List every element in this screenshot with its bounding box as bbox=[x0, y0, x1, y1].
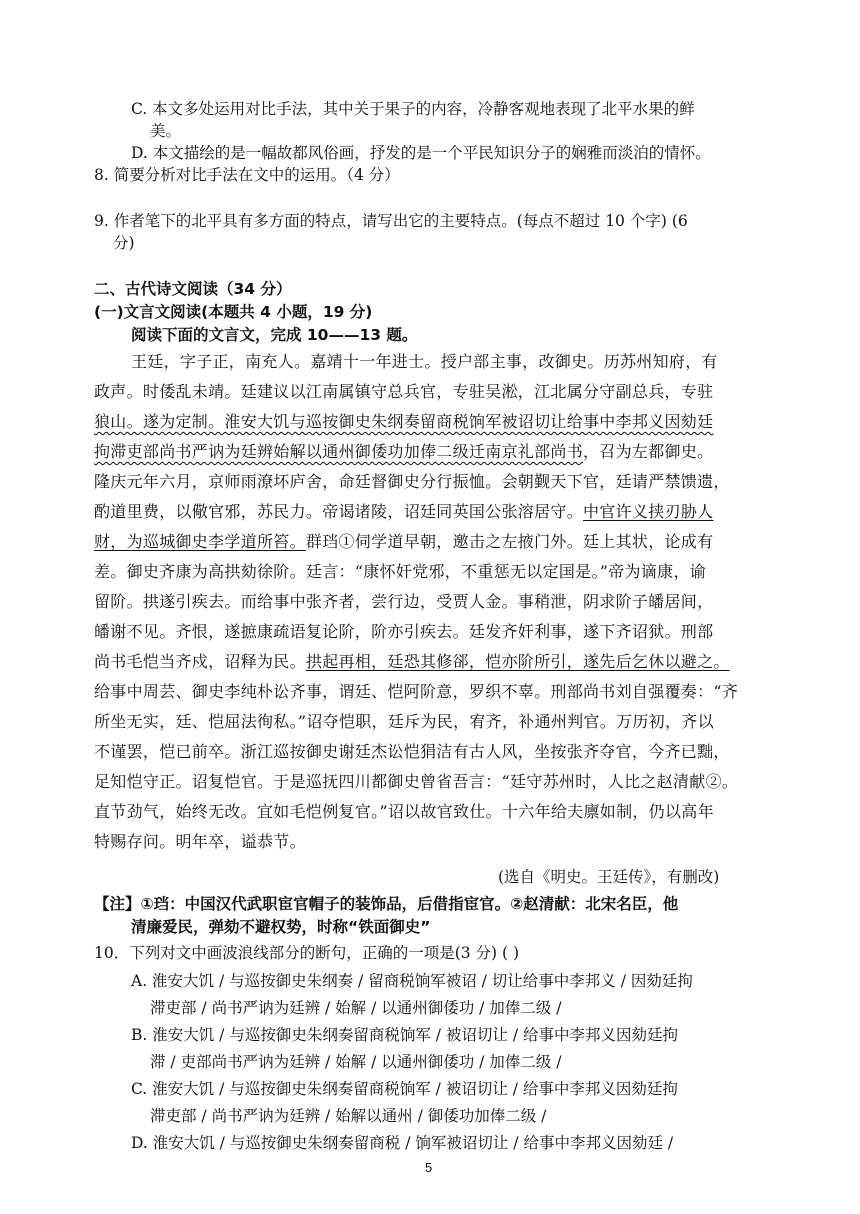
passage-line-17: 特赐存问。明年卒，谥恭节。 bbox=[94, 832, 306, 851]
q10-option-b-line2: 滞 / 吏部尚书严讷为廷辨 / 始解 / 以通州御倭功 / 加俸二级 / bbox=[150, 1053, 562, 1071]
passage-text: 群珰①伺学道早朝，邀击之左掖门外。廷上其状，论成有 bbox=[305, 532, 714, 551]
q10-option-b-line1: B. 淮安大饥 / 与巡按御史朱纲奏留商税饷军 / 被诏切让 / 给事中李邦义因劾廷拘 bbox=[131, 1026, 678, 1044]
q10-option-a-line2: 滞吏部 / 尚书严讷为廷辨 / 始解 / 以通州御倭功 / 加俸二级 / bbox=[150, 999, 562, 1017]
question-8: 8. 简要分析对比手法在文中的运用。（4 分） bbox=[94, 166, 400, 184]
passage-line-3 bbox=[94, 411, 713, 433]
option-c-line2: 美。 bbox=[150, 122, 182, 140]
wavy-underline-segment: 拘滞吏部尚书严讷为廷辨始解以通州御倭功加俸二级迁南京礼部尚书 bbox=[94, 442, 584, 461]
q10-option-a-line1: A. 淮安大饥 / 与巡按御史朱纲奏 / 留商税饷军被诏 / 切让给事中李邦义 / 因劾廷拘 bbox=[131, 972, 693, 990]
wavy-underline-segment: 狼山。遂为定制。淮安大饥与巡按御史朱纲奏留商税饷军被诏切让给事中李邦义因劾廷 bbox=[94, 412, 714, 431]
underlined-sentence: 拱起再相，廷恐其修郤，恺亦阶所引，遂先后乞休以避之。 bbox=[305, 652, 730, 671]
passage-line-11 bbox=[94, 651, 730, 673]
passage-line-13: 所坐无实，廷、恺屈法徇私。”诏夺恺职，廷斥为民，宥齐，补通州判官。万历初，齐以 bbox=[94, 712, 714, 731]
passage-line-5: 隆庆元年六月，京师雨潦坏庐舍，命廷督御史分行振恤。会朝觐天下官，廷请严禁馈遗， bbox=[94, 472, 730, 491]
option-d-line: D. 本文描绘的是一幅故都风俗画，抒发的是一个平民知识分子的娴雅而淡泊的情怀。 bbox=[131, 144, 711, 162]
section-subtitle: (一)文言文阅读(本题共 4 小题，19 分) bbox=[94, 303, 373, 321]
passage-line-12: 给事中周芸、御史李纯朴讼齐事，谓廷、恺阿阶意，罗织不辜。刑部尚书刘自强覆奏：“齐 bbox=[94, 682, 739, 701]
passage-line-16: 直节劲气，始终无改。宜如毛恺例复官。”诏以故官致仕。十六年给夫廪如制，仍以高年 bbox=[94, 802, 714, 821]
passage-line-15: 足知恺守正。诏复恺官。于是巡抚四川都御史曾省吾言：“廷守苏州时，人比之赵清献②。 bbox=[94, 772, 739, 791]
section-title: 二、古代诗文阅读（34 分） bbox=[94, 280, 292, 298]
passage-line-4 bbox=[94, 441, 713, 463]
passage-line-14: 不谨罢，恺已前卒。浙江巡按御史谢廷杰讼恺狷洁有古人风，坐按张齐夺官，今齐已黜， bbox=[94, 742, 730, 761]
passage-line-8: 差。御史齐康为高拱劾徐阶。廷言：“康怀奸党邪，不重惩无以定国是。”帝为谪康，谕 bbox=[94, 562, 707, 581]
passage-text: ，召为左都御史。 bbox=[583, 442, 714, 461]
passage-line-2: 政声。时倭乱未靖。廷建议以江南属镇守总兵官，专驻吴淞，江北属分守副总兵，专驻 bbox=[94, 382, 714, 401]
question-9-line1: 9. 作者笔下的北平具有多方面的特点，请写出它的主要特点。(每点不超过 10 个字) (6 bbox=[94, 212, 688, 230]
q10-option-d-line1: D. 淮安大饥 / 与巡按御史朱纲奏留商税 / 饷军被诏切让 / 给事中李邦义因劾廷 / bbox=[131, 1134, 674, 1152]
option-c-line1: C. 本文多处运用对比手法，其中关于果子的内容，冷静客观地表现了北平水果的鲜 bbox=[131, 100, 695, 118]
passage-line-6 bbox=[94, 501, 713, 523]
passage-text: 尚书毛恺当齐戍，诏释为民。 bbox=[94, 652, 306, 671]
page-number: 5 bbox=[425, 1160, 433, 1175]
note-line-2: 清廉爱民，弹劾不避权势，时称“铁面御史” bbox=[131, 918, 431, 936]
passage-text: 酌道里费，以儆官邪，苏民力。帝谒诸陵，诏廷同英国公张溶居守。 bbox=[94, 502, 584, 521]
passage-source: (选自《明史。王廷传》，有删改) bbox=[498, 868, 720, 886]
passage-line-10: 皤谢不见。齐恨，遂摭康疏语复论阶，阶亦引疾去。廷发齐奸利事，遂下齐诏狱。刑部 bbox=[94, 622, 714, 641]
underlined-sentence: 财，为巡城御史李学道所笞。 bbox=[94, 532, 306, 551]
underlined-sentence: 中官许义挟刃胁人 bbox=[583, 502, 714, 521]
section-instruction: 阅读下面的文言文，完成 10——13 题。 bbox=[131, 326, 418, 344]
q10-option-c-line2: 滞吏部 / 尚书严讷为廷辨 / 始解以通州 / 御倭功加俸二级 / bbox=[150, 1107, 547, 1125]
q10-option-c-line1: C. 淮安大饥 / 与巡按御史朱纲奏留商税饷军 / 被诏切让 / 给事中李邦义因劾廷拘 bbox=[131, 1080, 678, 1098]
question-10-stem: 10．下列对文中画波浪线部分的断句，正确的一项是(3 分) ( ) bbox=[94, 944, 520, 962]
passage-line-7 bbox=[94, 531, 713, 553]
question-9-line2: 分) bbox=[113, 234, 135, 252]
passage-line-1: 王廷，字子正，南充人。嘉靖十一年进士。授户部主事，改御史。历苏州知府，有 bbox=[131, 352, 718, 371]
note-line-1: 【注】①珰：中国汉代武职宦官帽子的装饰品，后借指宦官。②赵清献：北宋名臣，他 bbox=[94, 895, 679, 913]
passage-line-9: 留阶。拱遂引疾去。而给事中张齐者，尝行边，受贾人金。事稍泄，阴求阶子皤居间， bbox=[94, 592, 714, 611]
